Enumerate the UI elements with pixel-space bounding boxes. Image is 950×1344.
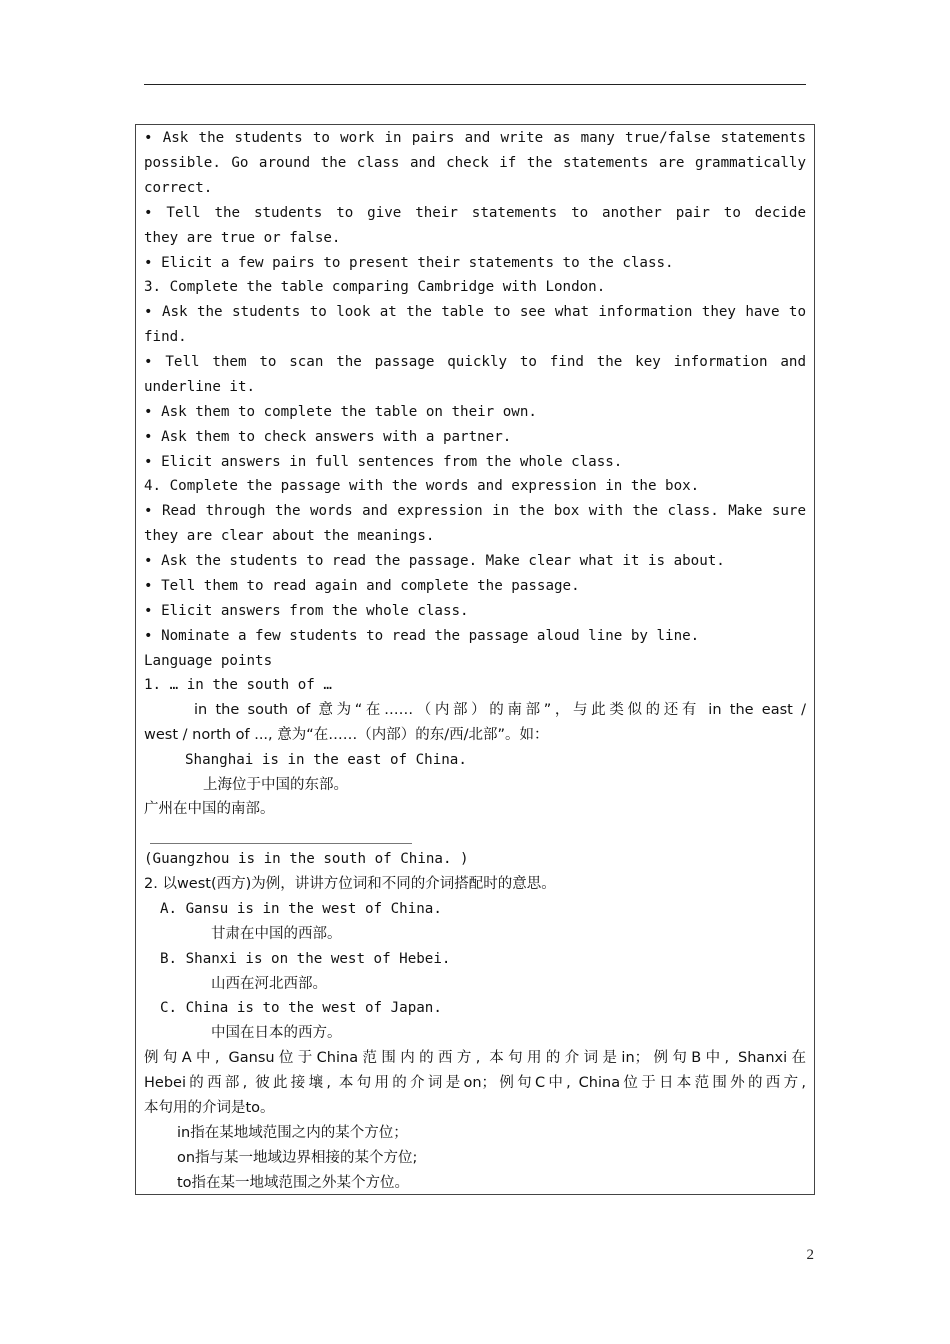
example-translation: 山西在河北西部。 <box>211 976 327 992</box>
text-line: • Read through the words and expression in the box with the class. Make sure <box>144 503 806 519</box>
text-line: in the south of 意为“在……（内部）的南部”，与此类似的还有 in the east / <box>194 702 806 718</box>
text-line: • Elicit a few pairs to present their statements to the class. <box>144 255 674 271</box>
text-line: correct. <box>144 180 213 196</box>
text-line: • Elicit answers from the whole class. <box>144 603 469 619</box>
text-line: • Elicit answers in full sentences from the whole class. <box>144 454 623 470</box>
lesson-content-box <box>135 124 815 1195</box>
text-line: they are true or false. <box>144 230 341 246</box>
example-translation: 中国在日本的西方。 <box>211 1025 342 1041</box>
text-line: 例句A中, Gansu位于China范围内的西方, 本句用的介词是in；例句B中, Shanxi在 <box>144 1050 806 1066</box>
text-line: 本句用的介词是to。 <box>144 1100 275 1116</box>
text-line: Hebei的西部, 彼此接壤, 本句用的介词是on；例句C中, China位于日本范围外的西方, <box>144 1075 806 1091</box>
summary-line: in指在某地域范围之内的某个方位； <box>177 1125 408 1141</box>
example-sentence: C. China is to the west of Japan. <box>160 1000 442 1016</box>
text-line: they are clear about the meanings. <box>144 528 435 544</box>
exercise-answer: (Guangzhou is in the south of China. ) <box>144 851 469 867</box>
section-heading: 3. Complete the table comparing Cambridge with London. <box>144 279 606 295</box>
summary-line: to指在某一地域范围之外某个方位。 <box>177 1175 410 1191</box>
language-point-title: 1. … in the south of … <box>144 677 332 693</box>
example-translation: 上海位于中国的东部。 <box>203 777 348 793</box>
example-sentence: A. Gansu is in the west of China. <box>160 901 442 917</box>
answer-blank <box>150 843 412 844</box>
text-line: • Ask the students to work in pairs and write as many true/false statements <box>144 130 806 146</box>
section-heading: Language points <box>144 653 273 669</box>
text-line: • Ask them to check answers with a partner. <box>144 429 512 445</box>
example-sentence: Shanghai is in the east of China. <box>185 752 467 768</box>
language-point-title: 2. 以west(西方)为例，讲讲方位词和不同的介词搭配时的意思。 <box>144 876 556 892</box>
text-line: • Nominate a few students to read the passage aloud line by line. <box>144 628 700 644</box>
text-line: • Ask the students to read the passage. Make clear what it is about. <box>144 553 725 569</box>
summary-line: on指与某一地域边界相接的某个方位; <box>177 1150 418 1166</box>
exercise-prompt: 广州在中国的南部。 <box>144 801 275 817</box>
text-line: • Ask the students to look at the table to see what information they have to <box>144 304 806 320</box>
text-line: • Tell them to read again and complete the passage. <box>144 578 580 594</box>
example-sentence: B. Shanxi is on the west of Hebei. <box>160 951 451 967</box>
text-line: underline it. <box>144 379 256 395</box>
header-rule <box>144 84 806 85</box>
text-line: find. <box>144 329 187 345</box>
text-line: • Tell them to scan the passage quickly to find the key information and <box>144 354 806 370</box>
text-line: • Ask them to complete the table on their own. <box>144 404 537 420</box>
text-line: • Tell the students to give their statements to another pair to decide <box>144 205 806 221</box>
section-heading: 4. Complete the passage with the words and expression in the box. <box>144 478 700 494</box>
text-line: west / north of ..., 意为“在……（内部）的东/西/北部”。如： <box>144 727 549 743</box>
example-translation: 甘肃在中国的西部。 <box>211 926 342 942</box>
text-line: possible. Go around the class and check if the statements are grammatically <box>144 155 806 171</box>
page-number: 2 <box>806 1247 814 1263</box>
